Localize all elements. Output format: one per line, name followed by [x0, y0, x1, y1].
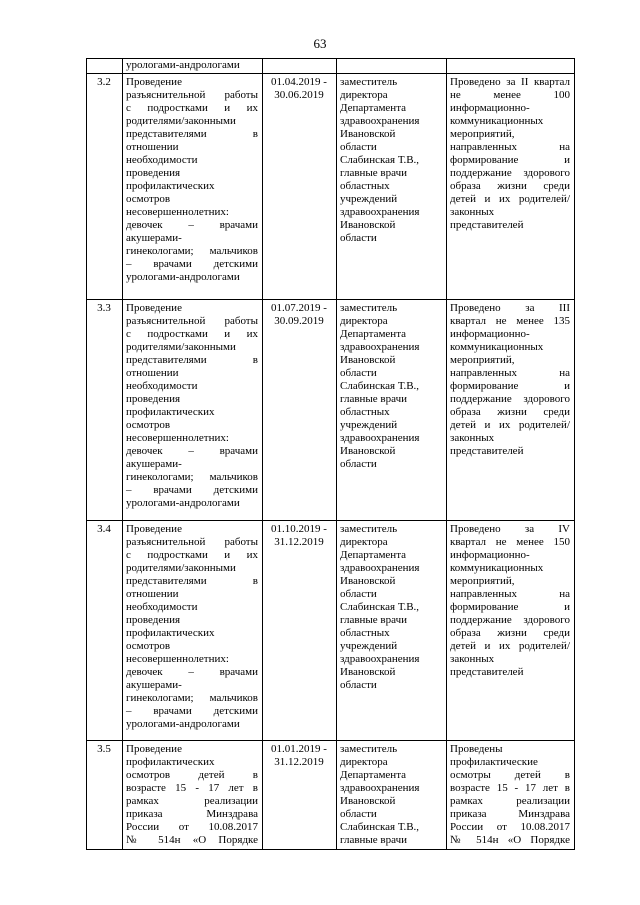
- cell-responsible: [337, 741, 447, 850]
- text-line: Проведение: [126, 743, 182, 755]
- text-line: квартал не менее 150: [450, 536, 570, 548]
- text-line: главные врачи: [340, 393, 407, 405]
- text-line: главные врачи: [340, 614, 407, 626]
- cell-result: [447, 74, 575, 300]
- text-line: рамках реализации: [126, 795, 258, 807]
- text-line: представителей: [450, 219, 524, 231]
- text-line: № 514н «О Порядке: [450, 834, 570, 846]
- cell-responsible: [337, 300, 447, 521]
- text-line: несовершеннолетних:: [126, 432, 229, 444]
- text-line: коммуникационных: [450, 115, 544, 127]
- text-line: не менее 100: [450, 89, 570, 101]
- text-line: детей и их родителей/: [450, 193, 570, 205]
- text-line: проведения: [126, 167, 181, 179]
- text-line: учреждений: [340, 640, 398, 652]
- page-number: 63: [313, 36, 327, 51]
- table-row: [87, 741, 575, 850]
- text-line: формирование и: [450, 601, 570, 613]
- text-line: направленных на: [450, 141, 570, 153]
- cell-action: [123, 59, 263, 74]
- text-line: разъяснительной работы: [126, 89, 258, 101]
- text-line: области: [340, 367, 377, 379]
- text-line: Проведение: [126, 523, 182, 535]
- text-line: родителями/законными: [126, 115, 236, 127]
- text-line: Департамента: [340, 328, 407, 340]
- text-line: представителей: [450, 445, 524, 457]
- text-line: области: [340, 141, 377, 153]
- cell-action: [123, 741, 263, 850]
- text-line: формирование и: [450, 154, 570, 166]
- text-line: Слабинская Т.В.,: [340, 380, 420, 392]
- cell-responsible: [337, 59, 447, 74]
- cell-responsible: [337, 74, 447, 300]
- text-line: учреждений: [340, 193, 398, 205]
- text-line: – врачами детскими: [126, 484, 258, 496]
- text-line: Ивановской: [340, 575, 396, 587]
- text-line: акушерами-: [126, 232, 182, 244]
- text-line: директора: [340, 89, 388, 101]
- text-line: образа жизни среди: [450, 180, 570, 192]
- text-line: Проведено за II квартал: [450, 76, 570, 88]
- text-line: Проведено за III: [450, 302, 570, 314]
- plan-table: [86, 58, 575, 850]
- text-line: – врачами детскими: [126, 258, 258, 270]
- text-line: информационно-: [450, 549, 530, 561]
- text-line: директора: [340, 315, 388, 327]
- text-line: отношении: [126, 141, 179, 153]
- text-line: коммуникационных: [450, 341, 544, 353]
- text-line: мероприятий,: [450, 354, 515, 366]
- cell-result: [447, 521, 575, 741]
- text-line: Ивановской: [340, 219, 396, 231]
- text-line: девочек – врачами: [126, 666, 258, 678]
- table-row: [87, 74, 575, 300]
- text-line: 30.06.2019: [274, 89, 324, 101]
- text-line: Слабинская Т.В.,: [340, 154, 420, 166]
- text-line: – врачами детскими: [126, 705, 258, 717]
- text-line: области: [340, 458, 377, 470]
- text-line: несовершеннолетних:: [126, 653, 229, 665]
- cell-date: [263, 74, 337, 300]
- text-line: области: [340, 808, 377, 820]
- row-number: 3.2: [87, 74, 123, 300]
- text-line: направленных на: [450, 367, 570, 379]
- text-line: отношении: [126, 588, 179, 600]
- text-line: Проведены: [450, 743, 503, 755]
- text-line: профилактические: [450, 756, 538, 768]
- continuation-text: урологами-андрологами: [126, 59, 240, 71]
- text-line: информационно-: [450, 328, 530, 340]
- text-line: главные врачи: [340, 834, 407, 846]
- text-line: области: [340, 588, 377, 600]
- text-line: девочек – врачами: [126, 445, 258, 457]
- text-line: мероприятий,: [450, 128, 515, 140]
- text-line: законных: [450, 206, 495, 218]
- text-line: информационно-: [450, 102, 530, 114]
- text-line: здравоохранения: [340, 206, 420, 218]
- text-line: Слабинская Т.В.,: [340, 821, 420, 833]
- text-line: осмотры детей в: [450, 769, 570, 781]
- text-line: 31.12.2019: [274, 756, 324, 768]
- text-line: проведения: [126, 393, 181, 405]
- text-line: направленных на: [450, 588, 570, 600]
- text-line: с подростками и их: [126, 102, 258, 114]
- cell-result: [447, 300, 575, 521]
- text-line: главные врачи: [340, 167, 407, 179]
- text-line: Проведено за IV: [450, 523, 570, 535]
- text-line: поддержание здорового: [450, 614, 570, 626]
- text-line: с подростками и их: [126, 328, 258, 340]
- text-line: директора: [340, 756, 388, 768]
- text-line: детей и их родителей/: [450, 640, 570, 652]
- text-line: профилактических: [126, 756, 215, 768]
- text-line: профилактических: [126, 180, 215, 192]
- text-line: Проведение: [126, 302, 182, 314]
- cell-action: [123, 300, 263, 521]
- text-line: законных: [450, 653, 495, 665]
- text-line: осмотров: [126, 419, 171, 431]
- text-line: законных: [450, 432, 495, 444]
- text-line: образа жизни среди: [450, 627, 570, 639]
- text-line: рамках реализации: [450, 795, 570, 807]
- text-line: урологами-андрологами: [126, 497, 240, 509]
- text-line: России от 10.08.2017: [450, 821, 570, 833]
- text-line: 01.04.2019 -: [271, 76, 327, 88]
- text-line: 01.10.2019 -: [271, 523, 327, 535]
- text-line: девочек – врачами: [126, 219, 258, 231]
- continuation-row: [87, 59, 575, 74]
- table-row: [87, 521, 575, 741]
- cell-result: [447, 59, 575, 74]
- cell-action: [123, 521, 263, 741]
- text-line: 01.01.2019 -: [271, 743, 327, 755]
- text-line: заместитель: [340, 743, 398, 755]
- row-number: 3.4: [87, 521, 123, 741]
- cell-date: [263, 741, 337, 850]
- text-line: приказа Минздрава: [450, 808, 570, 820]
- text-line: квартал не менее 135: [450, 315, 570, 327]
- text-line: представителями в: [126, 354, 258, 366]
- text-line: родителями/законными: [126, 341, 236, 353]
- row-number: 3.3: [87, 300, 123, 521]
- text-line: несовершеннолетних:: [126, 206, 229, 218]
- text-line: отношении: [126, 367, 179, 379]
- text-line: разъяснительной работы: [126, 536, 258, 548]
- text-line: осмотров: [126, 193, 171, 205]
- text-line: областных: [340, 406, 390, 418]
- text-line: гинекологами; мальчиков: [126, 692, 258, 704]
- text-line: Департамента: [340, 549, 407, 561]
- text-line: с подростками и их: [126, 549, 258, 561]
- text-line: здравоохранения: [340, 562, 420, 574]
- text-line: акушерами-: [126, 679, 182, 691]
- text-line: урологами-андрологами: [126, 718, 240, 730]
- text-line: 30.09.2019: [274, 315, 324, 327]
- text-line: Ивановской: [340, 666, 396, 678]
- text-line: областных: [340, 180, 390, 192]
- text-line: представителями в: [126, 575, 258, 587]
- text-line: здравоохранения: [340, 432, 420, 444]
- text-line: Ивановской: [340, 445, 396, 457]
- text-line: осмотров: [126, 640, 171, 652]
- text-line: возрасте 15 - 17 лет в: [126, 782, 258, 794]
- text-line: здравоохранения: [340, 115, 420, 127]
- text-line: России от 10.08.2017: [126, 821, 258, 833]
- text-line: области: [340, 679, 377, 691]
- text-line: Слабинская Т.В.,: [340, 601, 420, 613]
- text-line: Ивановской: [340, 795, 396, 807]
- text-line: здравоохранения: [340, 782, 420, 794]
- row-number: 3.5: [87, 741, 123, 850]
- text-line: № 514н «О Порядке: [126, 834, 258, 846]
- text-line: формирование и: [450, 380, 570, 392]
- text-line: 31.12.2019: [274, 536, 324, 548]
- text-line: Департамента: [340, 102, 407, 114]
- text-line: гинекологами; мальчиков: [126, 245, 258, 257]
- text-line: урологами-андрологами: [126, 271, 240, 283]
- text-line: 01.07.2019 -: [271, 302, 327, 314]
- cell-action: [123, 74, 263, 300]
- text-line: осмотров детей в: [126, 769, 258, 781]
- text-line: здравоохранения: [340, 653, 420, 665]
- cell-date: [263, 300, 337, 521]
- text-line: приказа Минздрава: [126, 808, 258, 820]
- text-line: коммуникационных: [450, 562, 544, 574]
- text-line: Ивановской: [340, 354, 396, 366]
- text-line: заместитель: [340, 302, 398, 314]
- text-line: детей и их родителей/: [450, 419, 570, 431]
- text-line: поддержание здорового: [450, 167, 570, 179]
- text-line: мероприятий,: [450, 575, 515, 587]
- text-line: необходимости: [126, 154, 198, 166]
- text-line: учреждений: [340, 419, 398, 431]
- text-line: представителей: [450, 666, 524, 678]
- text-line: проведения: [126, 614, 181, 626]
- text-line: здравоохранения: [340, 341, 420, 353]
- cell-num: [87, 59, 123, 74]
- text-line: профилактических: [126, 627, 215, 639]
- cell-date: [263, 59, 337, 74]
- text-line: поддержание здорового: [450, 393, 570, 405]
- text-line: родителями/законными: [126, 562, 236, 574]
- text-line: разъяснительной работы: [126, 315, 258, 327]
- cell-result: [447, 741, 575, 850]
- text-line: директора: [340, 536, 388, 548]
- text-line: гинекологами; мальчиков: [126, 471, 258, 483]
- text-line: необходимости: [126, 601, 198, 613]
- text-line: необходимости: [126, 380, 198, 392]
- text-line: возрасте 15 - 17 лет в: [450, 782, 570, 794]
- text-line: образа жизни среди: [450, 406, 570, 418]
- text-line: Департамента: [340, 769, 407, 781]
- text-line: области: [340, 232, 377, 244]
- text-line: акушерами-: [126, 458, 182, 470]
- text-line: заместитель: [340, 76, 398, 88]
- text-line: Ивановской: [340, 128, 396, 140]
- cell-date: [263, 521, 337, 741]
- text-line: представителями в: [126, 128, 258, 140]
- text-line: заместитель: [340, 523, 398, 535]
- cell-responsible: [337, 521, 447, 741]
- text-line: областных: [340, 627, 390, 639]
- table-row: [87, 300, 575, 521]
- text-line: профилактических: [126, 406, 215, 418]
- text-line: Проведение: [126, 76, 182, 88]
